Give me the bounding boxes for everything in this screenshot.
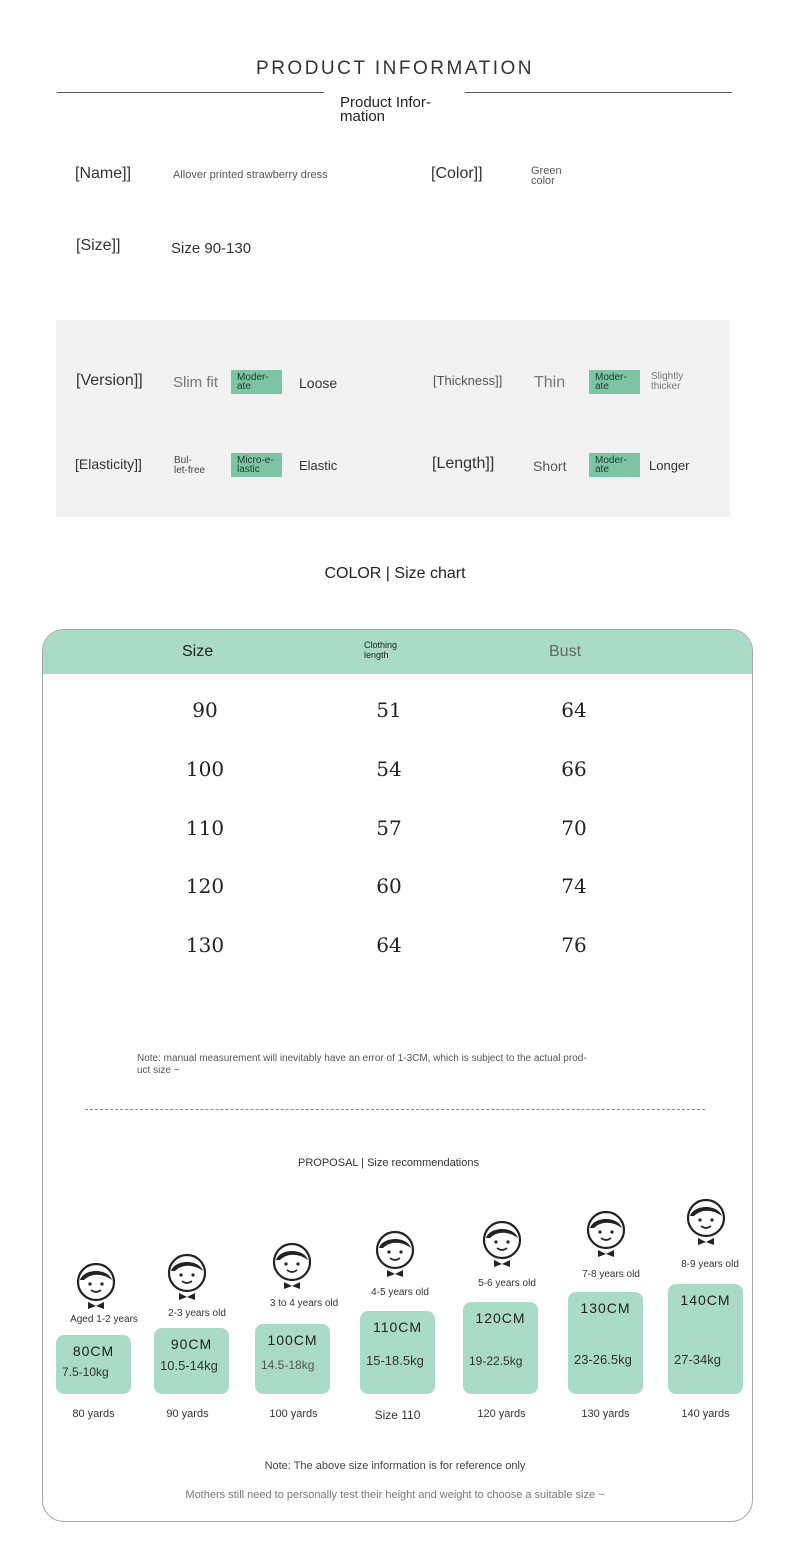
subtitle-line-1: Product Infor- [340,94,431,111]
cell-length: 57 [376,816,402,840]
size-box [568,1292,643,1394]
pill-line-2: lastic [237,464,260,475]
name-label: [Name]] [75,165,132,182]
child-face-icon [74,1262,118,1310]
pill-line-1: Moder- [595,372,627,383]
title-rule-left [57,92,324,93]
weight-kg: 19-22.5kg [469,1354,523,1368]
color-label: [Color]] [431,165,483,182]
cell-size: 100 [185,757,225,781]
note-line-1: Note: manual measurement will inevitably have an error of 1-3CM, which is subject to the actual prod- [137,1053,587,1064]
height-cm: 80CM [72,1343,115,1359]
version-label: [Version]] [76,372,143,389]
age-label: 2-3 years old [168,1308,226,1319]
color-value-line-2: color [531,175,555,187]
size-chart-title: COLOR | Size chart [324,565,466,582]
child-face-icon [373,1230,417,1278]
cell-bust: 76 [561,933,587,957]
header-length-line-2: length [364,650,389,660]
name-value: Allover printed strawberry dress [173,169,328,181]
child-face-icon [270,1242,314,1290]
size-value: Size 90-130 [171,240,252,257]
weight-kg: 27-34kg [674,1352,721,1367]
subtitle-line-2: mation [340,108,386,125]
cell-bust: 64 [561,698,587,722]
child-face-icon [684,1198,728,1246]
version-selected-pill [231,370,282,394]
color-value-line-1: Green [531,165,562,177]
measurement-note [137,1053,587,1077]
thickness-option-thicker [651,372,683,392]
size-box [360,1311,435,1394]
age-label: 5-6 years old [478,1278,536,1289]
weight-kg: 7.5-10kg [62,1365,109,1379]
weight-kg: 23-26.5kg [574,1352,632,1367]
version-option-slim: Slim fit [173,374,218,391]
cell-length: 51 [376,698,402,722]
section-subtitle [340,96,431,124]
size-chart-header [43,630,752,674]
test-note: Mothers still need to personally test their height and weight to choose a suitable size ~ [185,1489,605,1501]
size-box [463,1302,538,1394]
version-option-loose: Loose [299,375,338,391]
option-line-2: let-free [174,465,206,476]
height-cm: 140CM [680,1292,731,1308]
page-title: PRODUCT INFORMATION [256,58,534,79]
elasticity-option-elastic: Elastic [299,458,338,473]
pill-line-2: ate [595,464,609,475]
size-box [154,1328,229,1394]
cell-size: 120 [185,874,225,898]
note-line-2: uct size ~ [137,1065,180,1076]
pill-line-1: Micro-e- [237,455,274,466]
age-label: 7-8 years old [582,1269,640,1280]
size-box [668,1284,743,1394]
height-cm: 110CM [372,1319,423,1335]
option-line-1: Slightly [651,371,684,382]
size-label: [Size]] [76,237,121,254]
yards-label: 100 yards [269,1408,318,1420]
yards-label: 120 yards [477,1408,526,1420]
elasticity-label: [Elasticity]] [75,456,142,472]
cell-length: 54 [376,757,402,781]
pill-line-1: Moder- [595,455,627,466]
height-cm: 100CM [267,1332,318,1348]
elasticity-option-bulletfree [174,456,205,476]
weight-kg: 14.5-18kg [261,1358,315,1372]
pill-line-1: Moder- [237,372,269,383]
size-box [56,1335,131,1394]
cell-size: 130 [185,933,225,957]
header-bust: Bust [549,643,582,660]
yards-label: 90 yards [166,1408,209,1420]
proposal-title: PROPOSAL | Size recommendations [298,1157,479,1169]
length-option-short: Short [533,458,567,474]
title-rule-right [465,92,732,93]
yards-label: 130 yards [581,1408,630,1420]
yards-label: 80 yards [72,1408,115,1420]
pill-line-2: ate [595,381,609,392]
attributes-panel [56,320,730,517]
cell-length: 64 [376,933,402,957]
age-label: Aged 1-2 years [70,1314,138,1325]
weight-kg: 10.5-14kg [160,1358,218,1373]
cell-size: 90 [192,698,218,722]
cell-bust: 66 [561,757,587,781]
child-face-icon [480,1220,524,1268]
cell-size: 110 [185,816,225,840]
header-length-line-1: Clothing [364,640,398,650]
length-label: [Length]] [432,455,495,472]
cell-bust: 74 [561,874,587,898]
age-label: 3 to 4 years old [269,1298,339,1309]
child-face-icon [584,1210,628,1258]
child-face-icon [165,1253,209,1301]
thickness-option-thin: Thin [534,374,566,391]
elasticity-selected-pill [231,453,282,477]
yards-label: 140 yards [681,1408,730,1420]
yards-label: Size 110 [374,1408,421,1422]
cell-bust: 70 [561,816,587,840]
length-selected-pill [589,453,640,477]
dashed-divider [85,1109,705,1110]
weight-kg: 15-18.5kg [366,1353,424,1368]
height-cm: 130CM [580,1300,631,1316]
option-line-2: thicker [651,381,681,392]
color-value [531,166,562,186]
header-size: Size [182,643,214,660]
thickness-selected-pill [589,370,640,394]
height-cm: 120CM [475,1310,526,1326]
header-clothing-length [364,640,397,660]
age-label: 8-9 years old [681,1259,739,1270]
thickness-label: [Thickness]] [433,373,503,388]
cell-length: 60 [376,874,402,898]
reference-note: Note: The above size information is for reference only [264,1460,526,1472]
option-line-1: Bul- [174,455,192,466]
age-label: 4-5 years old [371,1287,429,1298]
pill-line-2: ate [237,381,251,392]
size-box [255,1324,330,1394]
height-cm: 90CM [170,1336,213,1352]
length-option-longer: Longer [649,458,690,473]
